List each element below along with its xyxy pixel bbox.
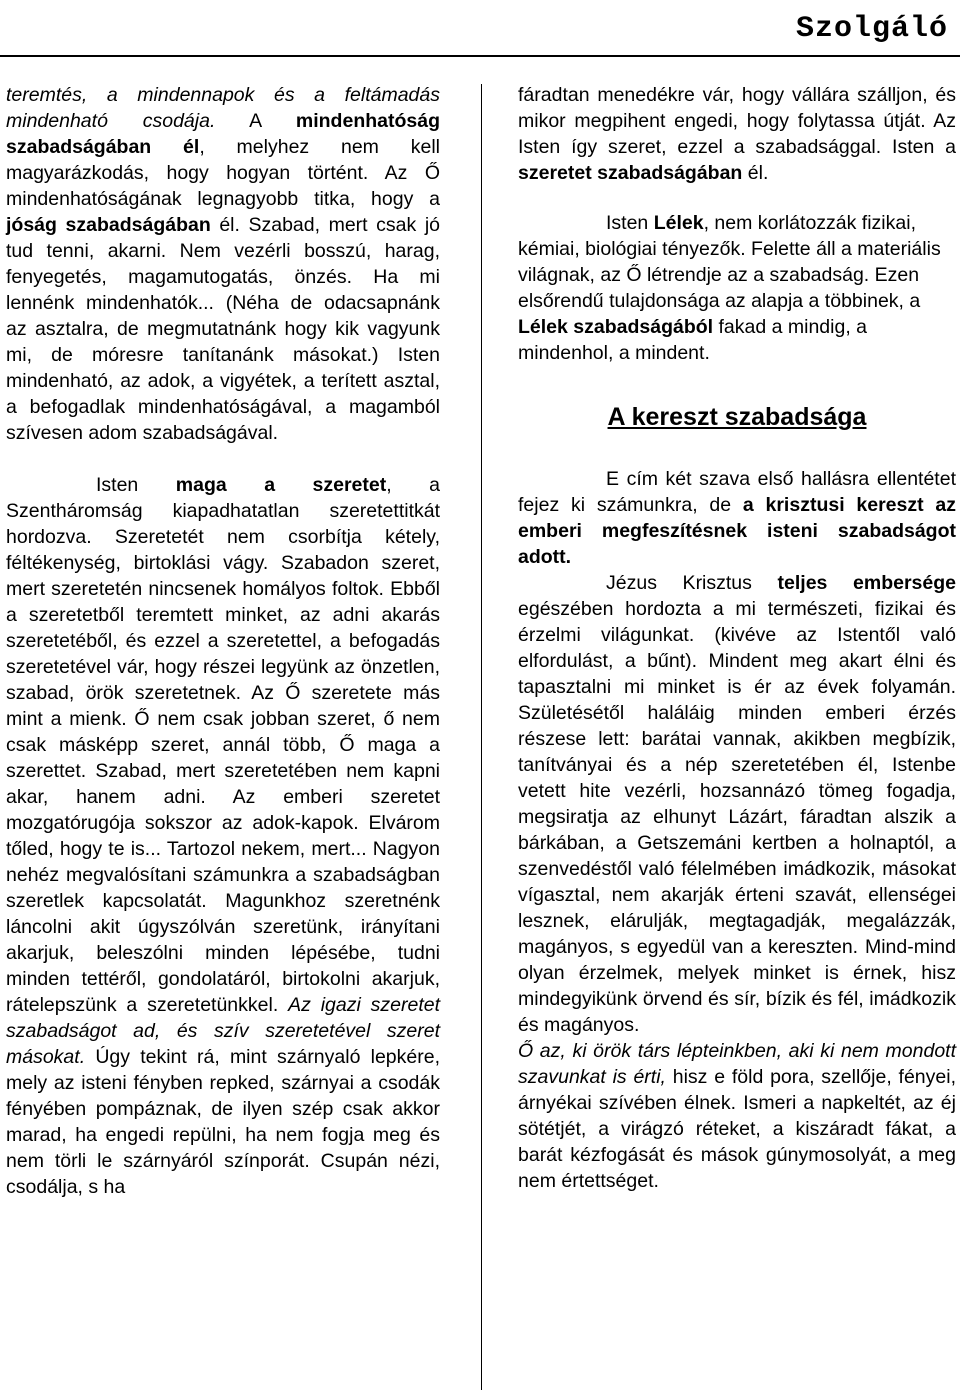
right-paragraph-5 xyxy=(518,1038,956,1194)
right-paragraph-3 xyxy=(518,466,956,570)
page-header-title: Szolgáló xyxy=(795,12,948,46)
text-run: szabadságában xyxy=(65,214,211,236)
text-run: , nem korlátozzák fizikai, kémiai, biológiai tényezők. Felette áll a materiális világnak, az Ő létrendje az a szabadság. Ezen elsőrendű tulajdonsága az alapja a többinek, a xyxy=(518,212,941,312)
text-run xyxy=(57,214,66,236)
left-paragraph-2 xyxy=(6,472,440,1200)
text-run: fáradtan menedékre vár, hogy vállára szálljon, és mikor megpihent engedi, hogy folytassa útját. Az Isten így szeret, ezzel a szabadsággal. Isten a xyxy=(518,84,956,158)
text-run: mindenhatóság szabadságában él xyxy=(6,110,440,158)
text-run: a krisztusi kereszt az emberi megfeszítésnek isteni szabadságot adott. xyxy=(518,494,956,568)
text-run: Isten xyxy=(96,474,176,496)
right-paragraph-4 xyxy=(518,570,956,1038)
left-paragraph-1 xyxy=(6,82,440,446)
text-run: él. Szabad, mert csak jó tud tenni, akarni. Nem vezérli bosszú, harag, fenyegetés, magamutogatás, önzés. Ha mi lennénk mindenhatók... (Néha de odacsapnánk az asztalra, de megmutatnánk hogy kik vagyunk mi, de móresre tanítanánk másokat.) Isten mindenható, az adok, a vigyétek, a terített asztal, a befogadlak mindenhatóságával, a magamból szívesen adom szabadságával. xyxy=(6,214,441,444)
text-run: él. xyxy=(742,162,769,184)
text-run: Ő az, ki örök társ lépteinkben, aki ki nem mondott szavunkat is érti, xyxy=(518,1040,956,1088)
text-run: fakad a mindig, a mindenhol, a mindent. xyxy=(518,316,868,364)
right-paragraph-1 xyxy=(518,82,956,186)
text-run: E cím két szava első hallásra ellentétet fejez ki számunkra, de xyxy=(518,468,956,516)
text-run: Lélek szabadságából xyxy=(518,316,714,338)
text-run: , melyhez nem kell magyarázkodás, hogy hogyan történt. Az Ő mindenhatóságának legnagyobb titka, hogy a xyxy=(6,136,440,210)
text-run: A xyxy=(215,110,296,132)
section-heading: A kereszt szabadsága xyxy=(607,403,867,431)
text-run: Úgy tekint rá, mint szárnyaló lepkére, mely az isteni fényben repked, szárnyai a csodák fényében pompáznak, de ilyen szép csak akkor marad, ha engedi repülni, ha nem fogja meg és nem törli le szárnyáról színporát. Csupán nézi, csodálja, s ha xyxy=(6,1046,440,1198)
text-run: Jézus Krisztus xyxy=(606,572,778,594)
header-rule xyxy=(0,55,960,57)
right-paragraph-2 xyxy=(518,210,956,366)
text-run: teremtés, a mindennapok és a feltámadás mindenható csodája. xyxy=(6,84,440,132)
text-run: , a Szentháromság kiapadhatatlan szeretettitkát hordozva. Szeretetét nem csorbítja kétely, féltékenység, birtoklási vágy. Szabadon szeret, mert szeretetén nincsenek homályos foltok. Ebből a szeretetből teremtett minket, az adni akarás szeretetéből, és ezzel a szeretettel, a befogadás szeretetével vár, hogy részei legyünk az önzetlen, szabad, örök szeretetnek. Az Ő szeretete más mint a mienk. Ő nem csak jobban szeret, ő nem csak másképp szeret, annál több, Ő maga a szerettet. Szabad, mert szeretetében nem kapni akar, hanem adni. Az emberi szeretet mozgatórugója sokszor az adok-kapok. Elvárom tőled, hogy te is... Tartozol nekem, mert... Nagyon nehéz megvalósítani számunkra a szabadságban szeretlek kapcsolatát. Magunkhoz szeretnénk láncolni akit úgyszólván szeretünk, irányítani akarjuk, beleszólni minden lépésébe, tudni minden tettéről, gondolatáról, birtokolni akarjuk, rátelepszünk a szeretetünkkel. xyxy=(6,474,440,1016)
text-run: szeretet szabadságában xyxy=(518,162,743,184)
column-divider xyxy=(481,84,482,1390)
text-run: teljes embersége xyxy=(777,572,956,594)
right-column xyxy=(518,82,956,1194)
text-run: hisz e föld pora, szellője, fényei, árnyékai szívében élnek. Ismeri a napkeltét, az éj sötétjét, a virágzó réteket, a kiszáradt fákat, a barát kézfogását és mások gúnymosolyát, a meg nem értettséget. xyxy=(518,1066,956,1192)
text-run: Az igazi szeretet szabadságot ad, és szív szeretetével szeret másokat. xyxy=(6,994,441,1068)
text-run: maga a szeretet xyxy=(175,474,387,496)
text-run: jóság xyxy=(6,214,57,236)
left-column xyxy=(6,82,440,1200)
text-run: Lélek xyxy=(653,212,704,234)
text-run: egészében hordozta a mi természeti, fizikai és érzelmi világunkat. (kivéve az Istentől való elfordulást, a bűnt). Mindent meg akart élni és tapasztalni mi minket is ér az évek folyamán. Születésétől haláláig minden emberi érzés részese lett: barátai vannak, akikben megbízik, tanítványai és a nép szeretetében él, Istenbe vetett hite vezérli, hozsannázó tömeg fogadja, megsiratja az elhunyt Lázárt, fáradtan alszik a bárkában, a Getszemáni kertben a holnaptól, a szenvedéstől való félelmében imádkozik, másokat vígasztal, nem akarják érteni szavát, ellenségei lesznek, elárulják, megtagadják, megalázzák, magányos, s egyedül van a kereszten. Mind-mind olyan érzelmek, melyek minket is érnek, hisz mindegyikünk örvend és sír, bízik és fél, imádkozik és magányos. xyxy=(518,598,956,1036)
text-run: Isten xyxy=(606,212,654,234)
